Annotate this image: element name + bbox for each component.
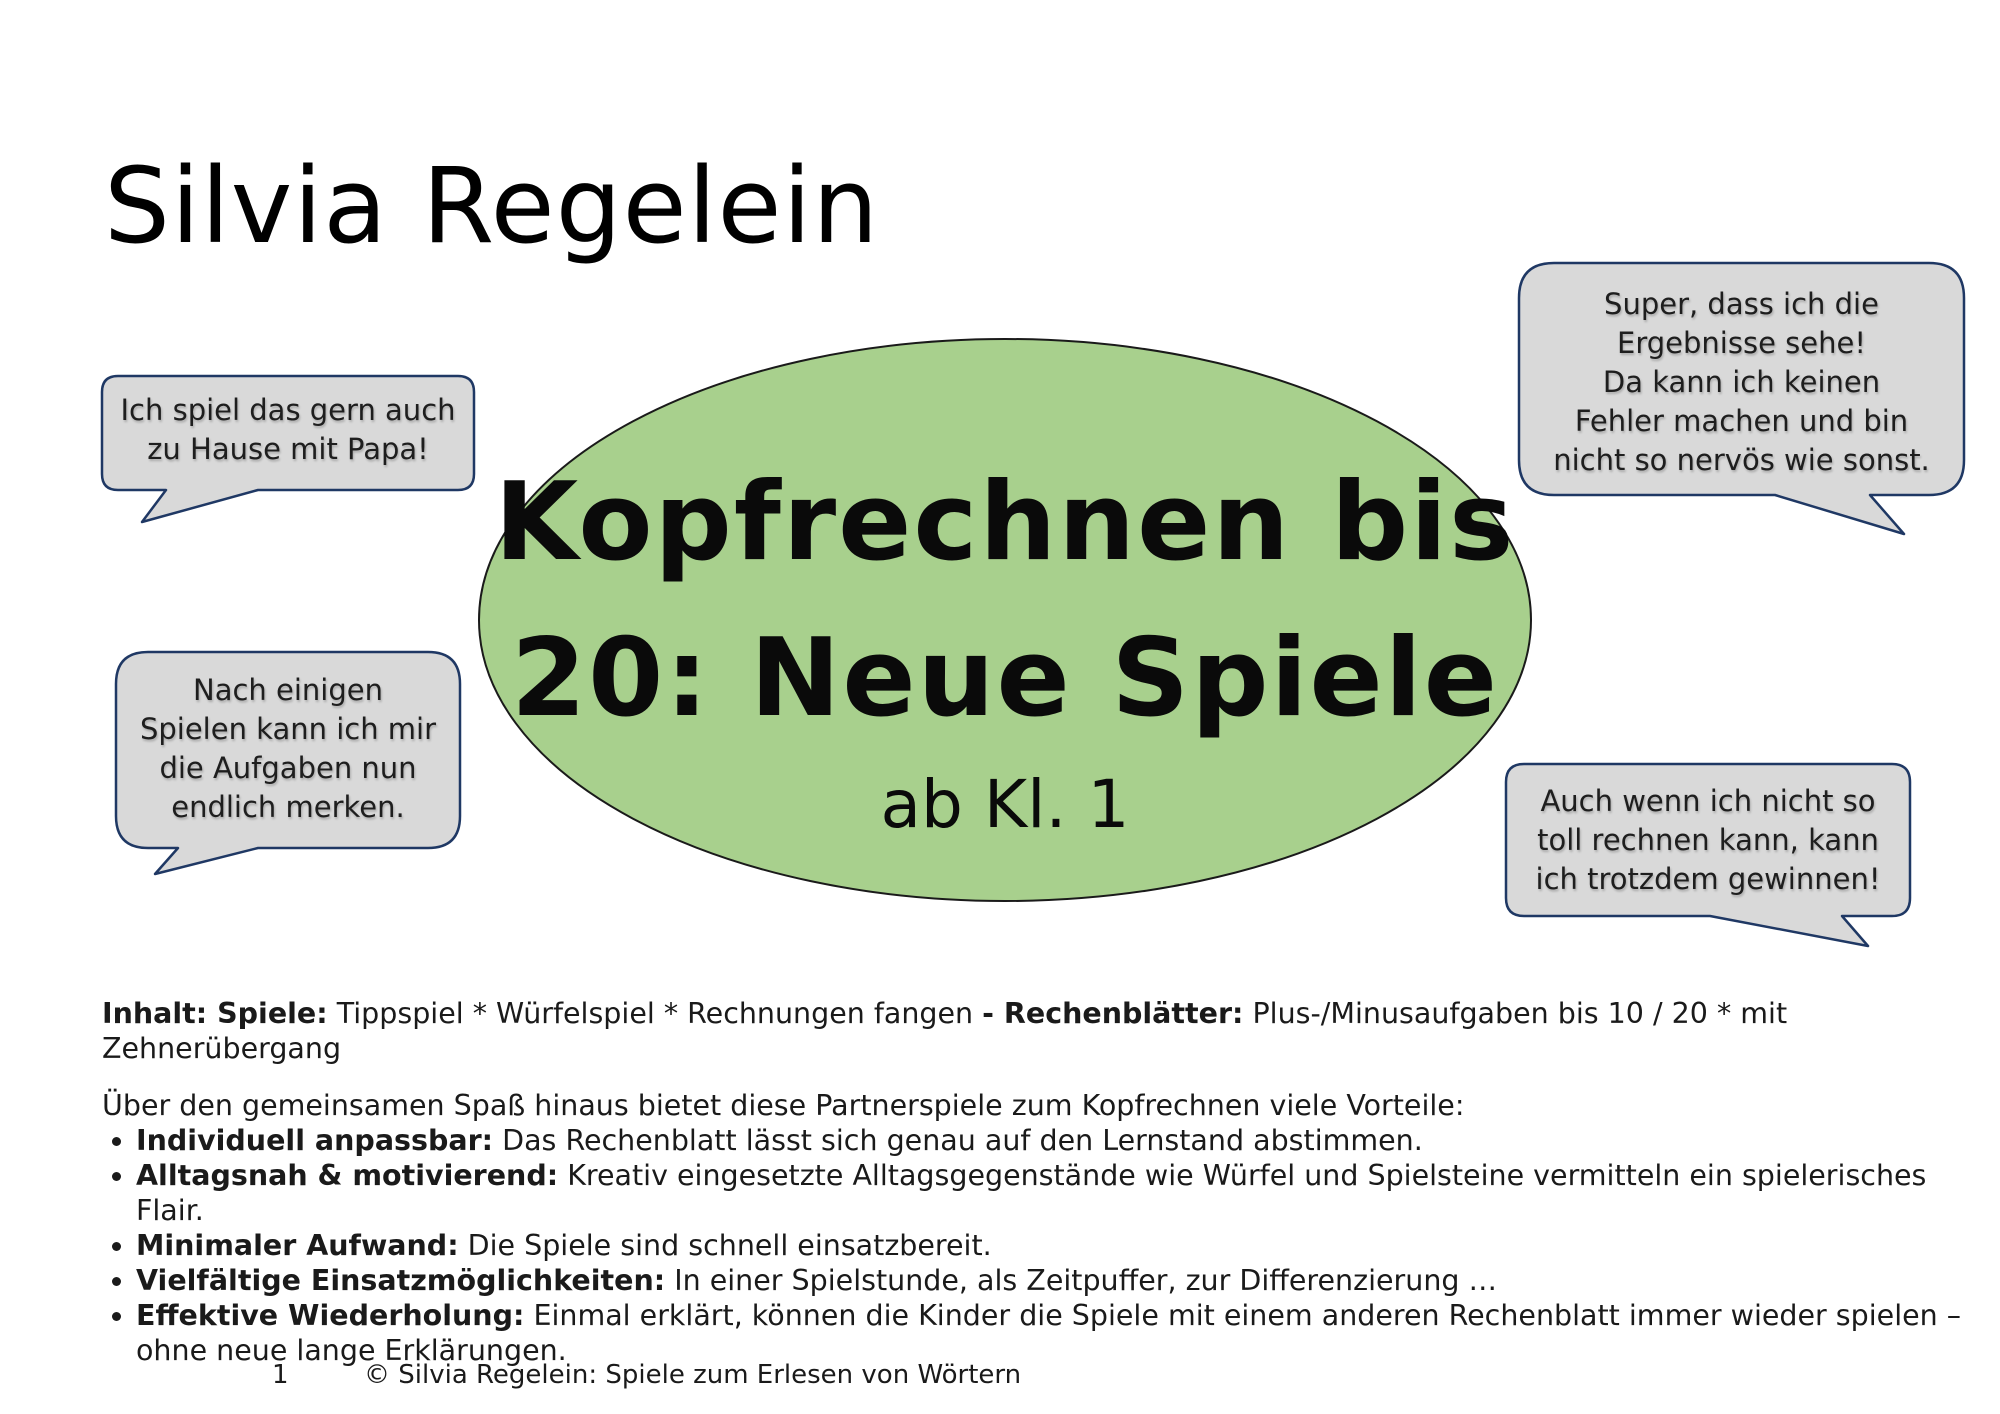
speech-bubble-gewinnen	[1506, 782, 1910, 899]
sheets-list: Plus-/Minusaufgaben bis 10 / 20 * mit Zehnerübergang	[102, 997, 1788, 1065]
speech-bubble-papa	[102, 391, 474, 469]
benefit-label: Vielfältige Einsatzmöglichkeiten:	[136, 1264, 666, 1297]
title-line-2: 20: Neue Spiele	[510, 616, 1500, 741]
bubble-line: zu Hause mit Papa!	[147, 432, 429, 466]
bubble-line: die Aufgaben nun	[159, 751, 417, 785]
benefit-label: Minimaler Aufwand:	[136, 1229, 459, 1262]
games-list: Tippspiel * Würfelspiel * Rechnungen fangen	[327, 997, 983, 1030]
benefit-text: In einer Spielstunde, als Zeitpuffer, zur Differenzierung …	[665, 1264, 1498, 1297]
benefit-item	[136, 1228, 1962, 1263]
bubble-line: Ich spiel das gern auch	[120, 393, 456, 427]
title-line-1: Kopfrechnen bis	[494, 460, 1516, 585]
bubble-line: Fehler machen und bin	[1574, 404, 1909, 438]
bubble-line: Super, dass ich die	[1604, 287, 1879, 321]
inhalt-label: Inhalt: Spiele:	[102, 997, 328, 1030]
bubble-line: endlich merken.	[171, 790, 405, 824]
benefit-item	[136, 1263, 1962, 1298]
content-summary	[102, 996, 1962, 1066]
benefit-label: Individuell anpassbar:	[136, 1124, 494, 1157]
copyright-notice: © Silvia Regelein: Spiele zum Erlesen von Wörtern	[364, 1360, 1022, 1390]
bubble-line: toll rechnen kann, kann	[1537, 823, 1879, 857]
benefit-item	[136, 1123, 1962, 1158]
benefit-label: Alltagsnah & motivierend:	[136, 1159, 559, 1192]
benefit-text: Einmal erklärt, können die Kinder die Spiele mit einem anderen Rechenblatt immer wieder spielen – ohne neue lange Erklärungen.	[136, 1299, 1962, 1367]
title-block	[478, 445, 1532, 843]
bubble-line: Da kann ich keinen	[1602, 365, 1881, 399]
benefit-text: Das Rechenblatt lässt sich genau auf den Lernstand abstimmen.	[493, 1124, 1423, 1157]
benefit-item	[136, 1298, 1962, 1368]
benefits-intro: Über den gemeinsamen Spaß hinaus bietet diese Partnerspiele zum Kopfrechnen viele Vorteile:	[102, 1089, 1465, 1122]
benefits-list	[102, 1123, 1962, 1368]
bubble-line: ich trotzdem gewinnen!	[1535, 862, 1881, 896]
author-name: Silvia Regelein	[104, 145, 880, 267]
sheets-label: - Rechenblätter:	[982, 997, 1244, 1030]
speech-bubble-ergebnisse	[1519, 285, 1964, 480]
bubble-line: Spielen kann ich mir	[139, 712, 437, 746]
bubble-line: nicht so nervös wie sonst.	[1553, 443, 1930, 477]
grade-subtitle: ab Kl. 1	[880, 766, 1130, 843]
bubble-line: Ergebnisse sehe!	[1617, 326, 1866, 360]
content-section	[102, 996, 1962, 1368]
benefit-label: Effektive Wiederholung:	[136, 1299, 525, 1332]
bubble-line: Auch wenn ich nicht so	[1540, 784, 1876, 818]
page-number: 1	[272, 1360, 289, 1390]
bubble-line: Nach einigen	[193, 673, 383, 707]
benefit-text: Kreativ eingesetzte Alltagsgegenstände wie Würfel und Spielsteine vermitteln ein spielerisches Flair.	[136, 1159, 1927, 1227]
speech-bubble-merken	[116, 671, 460, 827]
benefit-item	[136, 1158, 1962, 1228]
benefit-text: Die Spiele sind schnell einsatzbereit.	[458, 1229, 992, 1262]
